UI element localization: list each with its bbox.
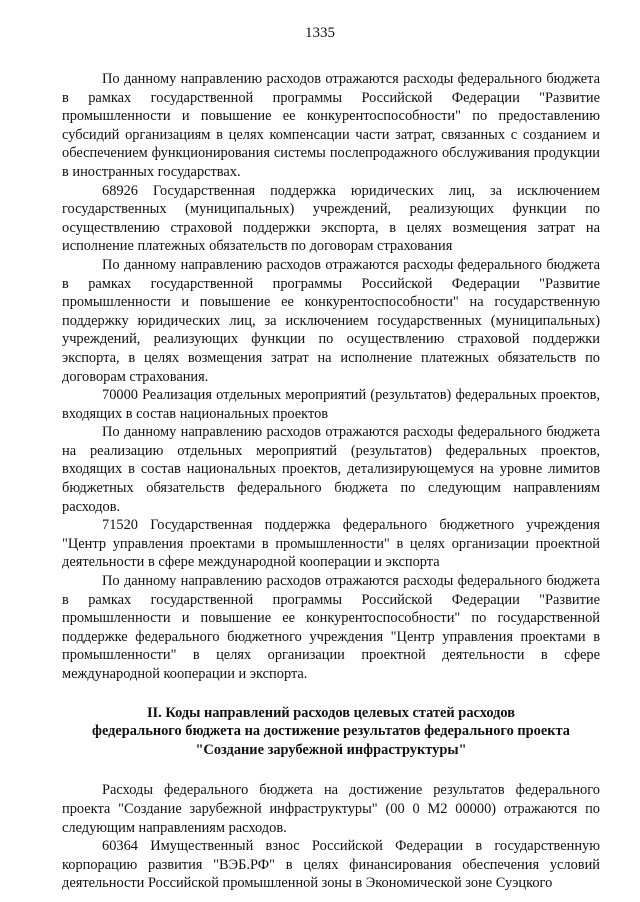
section-heading-line: "Создание зарубежной инфраструктуры" [195,741,467,758]
paragraph: По данному направлению расходов отражаются расходы федерального бюджета в рамках государственной программы Российской Федерации "Развитие промышленности и повышение ее конкурентоспособности" по государственной поддержке федерального бюджетного учреждения "Центр управления проектами в промышленности" в целях организации проектной деятельности в сфере международной кооперации и экспорта. [62,573,600,682]
section-heading-line: федерального бюджета на достижение результатов федерального проекта [91,723,570,740]
document-body [62,70,600,893]
section-heading [62,704,600,760]
paragraph: 68926 Государственная поддержка юридических лиц, за исключением государственных (муниципальных) учреждений, реализующих функции по осуществлению страховой поддержки экспорта, в целях возмещения затрат на исполнение платежных обязательств по договорам страхования [62,182,600,255]
paragraph: По данному направлению расходов отражаются расходы федерального бюджета в рамках государственной программы Российской Федерации "Развитие промышленности и повышение ее конкурентоспособности" на государственную поддержку юридических лиц, за исключением государственных (муниципальных) учреждений, реализующих функции по осуществлению страховой поддержки экспорта, в целях возмещения затрат на исполнение платежных обязательств по договорам страхования. [62,256,600,385]
paragraph: По данному направлению расходов отражаются расходы федерального бюджета в рамках государственной программы Российской Федерации "Развитие промышленности и повышение ее конкурентоспособности" по предоставлению субсидий организациям в целях компенсации части затрат, связанных с созданием и обеспечением функционирования системы послепродажного обслуживания продукции в иностранных государствах. [62,71,600,180]
section-heading-line: II. Коды направлений расходов целевых статей расходов [146,704,516,721]
paragraph: Расходы федерального бюджета на достижение результатов федерального проекта "Создание зарубежной инфраструктуры" (00 0 М2 00000) отражаются по следующим направлениям расходов. [62,782,600,836]
paragraph: 70000 Реализация отдельных мероприятий (результатов) федеральных проектов, входящих в состав национальных проектов [62,387,600,422]
paragraph: 60364 Имущественный взнос Российской Федерации в государственную корпорацию развития "ВЭБ.РФ" в целях финансирования обеспечения условий деятельности Российской промышленной зоны в Экономической зоне Суэцкого [62,838,600,892]
paragraph: По данному направлению расходов отражаются расходы федерального бюджета на реализацию отдельных мероприятий (результатов) федеральных проектов, входящих в состав национальных проектов, детализирующемуся на уровне лимитов бюджетных обязательств федерального бюджета по следующим направлениям расходов. [62,424,600,515]
page-number: 1335 [305,25,335,41]
paragraph: 71520 Государственная поддержка федерального бюджетного учреждения "Центр управления проектами в промышленности" в целях организации проектной деятельности в сфере международной кооперации и экспорта [62,517,600,571]
